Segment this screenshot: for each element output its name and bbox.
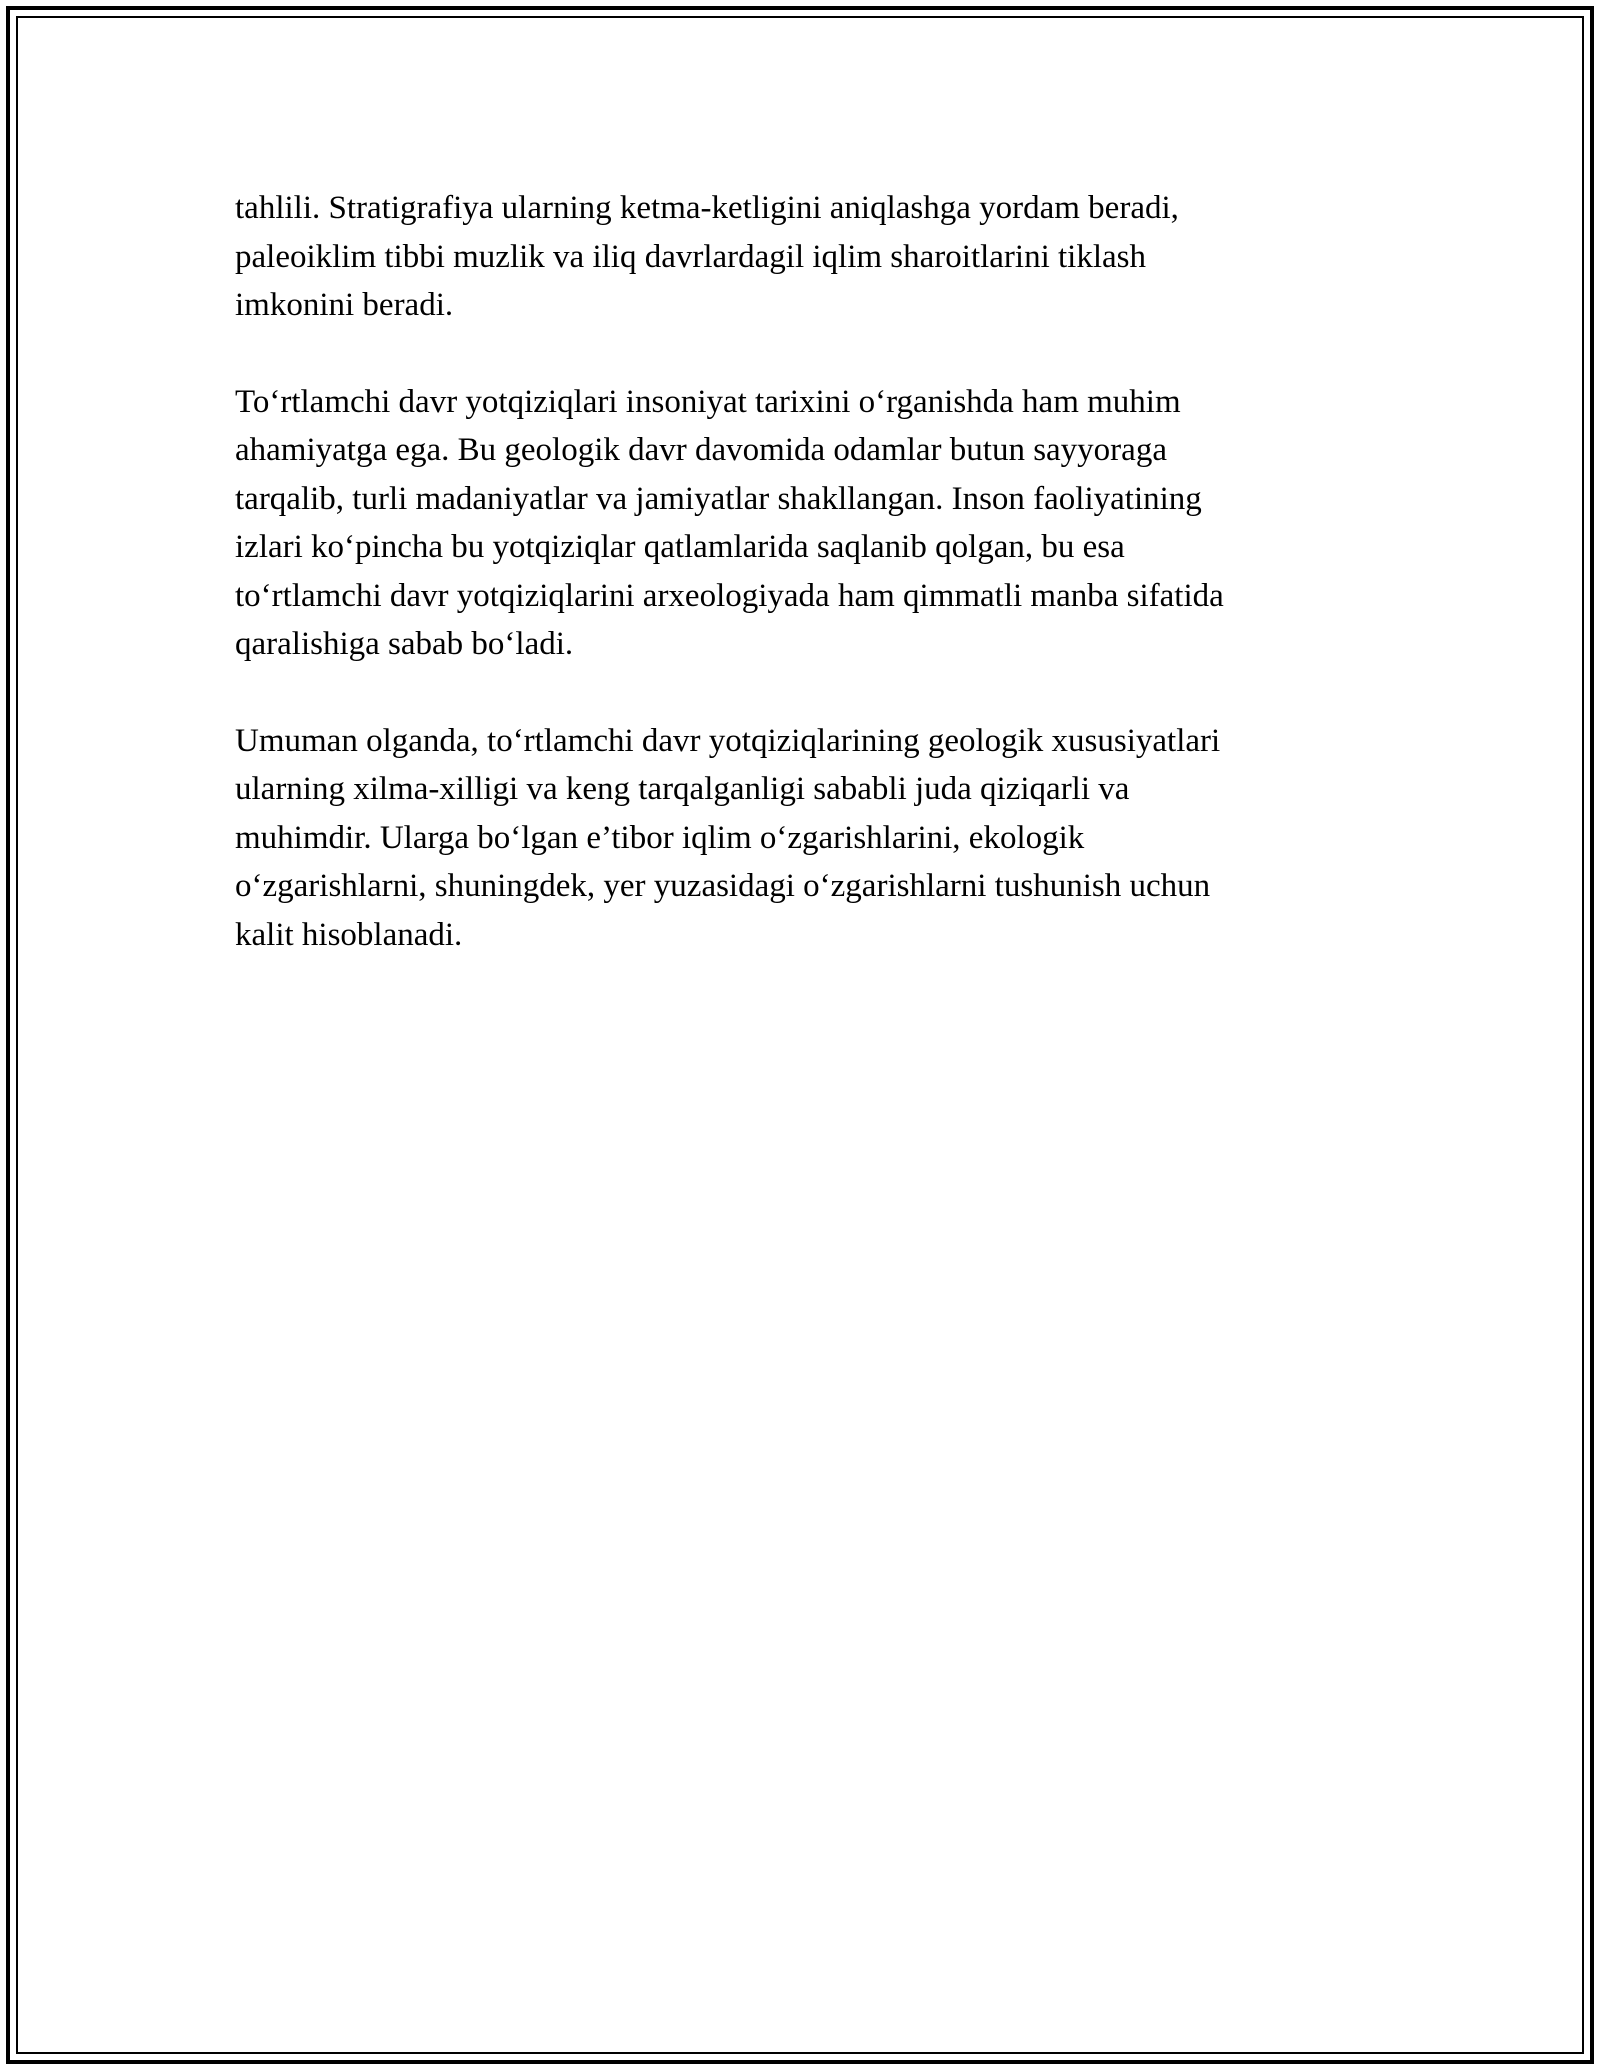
text-line: To‘rtlamchi davr yotqiziqlari insoniyat tarixini o‘rganishda ham muhim [235,383,1181,420]
text-line: qaralishiga sabab bo‘ladi. [235,626,574,662]
paragraph-3 [235,717,1365,960]
text-line: kalit hisoblanadi. [235,916,463,953]
text-line: Umuman olganda, to‘rtlamchi davr yotqiziqlarining geologik xususiyatlari [235,722,1221,759]
text-line: tahlili. Stratigrafiya ularning ketma-ketligini aniqlashga yordam beradi, [235,190,1179,226]
text-line: imkonini beradi. [235,287,454,323]
text-line: o‘zgarishlarni, shuningdek, yer yuzasidagi o‘zgarishlarni tushunish uchun [235,868,1211,904]
text-line: ularning xilma-xilligi va keng tarqalganligi sababli juda qiziqarli va [235,771,1130,807]
paragraph-1 [235,184,1365,330]
text-line: izlari ko‘pincha bu yotqiziqlar qatlamlarida saqlanib qolgan, bu esa [235,529,1125,565]
text-line: tarqalib, turli madaniyatlar va jamiyatlar shakllangan. Inson faoliyatining [235,480,1202,517]
text-line: ahamiyatga ega. Bu geologik davr davomida odamlar butun sayyoraga [235,432,1167,468]
document-body [235,184,1365,1007]
paragraph-2 [235,378,1365,669]
text-line: to‘rtlamchi davr yotqiziqlarini arxeologiyada ham qimmatli manba sifatida [235,577,1224,614]
text-line: muhimdir. Ularga bo‘lgan e’tibor iqlim o‘zgarishlarini, ekologik [235,819,1085,856]
text-line: paleoiklim tibbi muzlik va iliq davrlardagil iqlim sharoitlarini tiklash [235,238,1146,275]
